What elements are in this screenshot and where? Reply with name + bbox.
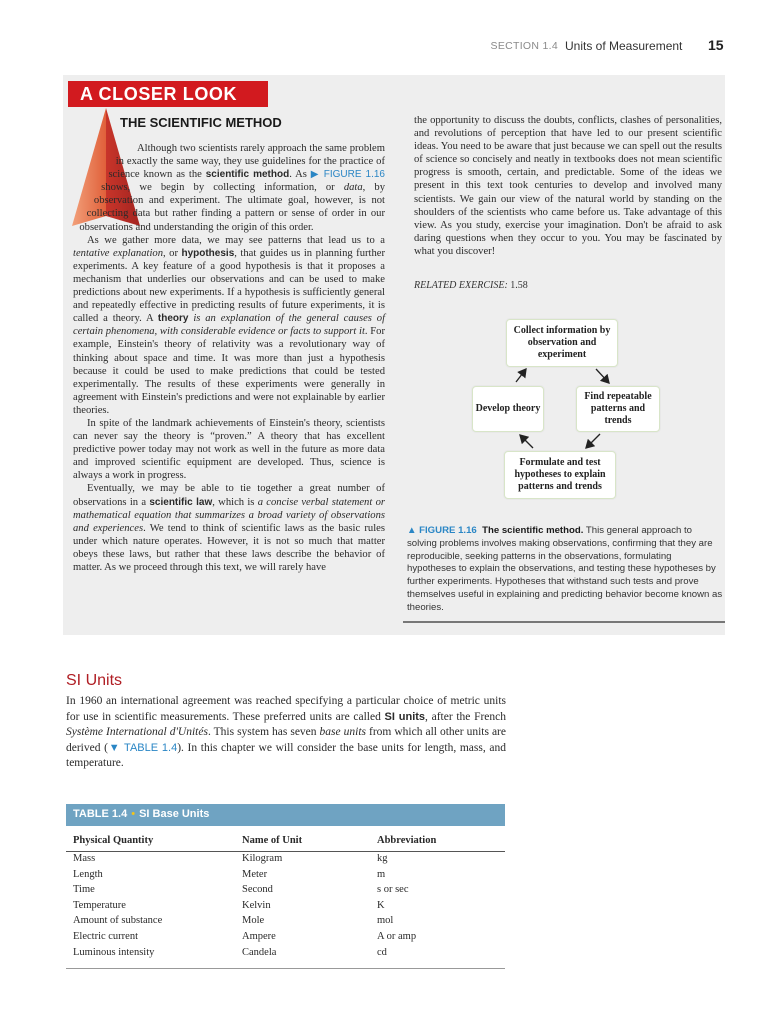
figure-ref-link[interactable]: ▶ FIGURE 1.16 (310, 169, 385, 181)
paragraph-2: As we gather more data, we may see patterns that lead us to a tentative explanation, or hypothesis, that guides us in planning further experiments. A key feature of a good hypothesis is that it proposes a mechanism that underlies our observations and can be used to make predictions about new experiments. If a hypothesis is sufficiently general and repeatedly effective in predicting results of future experiments, it is called a theory. A theory is an explanation of the general causes of certain phenomena, with considerable evidence or facts to support it. For example, Einstein's theory of relativity was a revolutionary way of thinking about space and time. It was more than just a hypothesis because it could be used to make predictions that could be tested experimentally. The results of these experiments were generally in agreement with Einstein's predictions and were not explainable by earlier theories. (73, 234, 386, 416)
related-exercise: RELATED EXERCISE: 1.58 (414, 280, 528, 291)
si-units-paragraph: In 1960 an international agreement was reached specifying a particular choice of metric units for use in scientific measurements. These preferred units are called SI units, after the French Système International d'Unités. This system has seven base units from which all other units are derived (▼ TABLE 1.4). In this chapter we will consider the base units for length, mass, and temperature. (66, 695, 507, 769)
arrow-left-to-top (516, 369, 526, 382)
diagram-node-patterns: Find repeatable patterns and trends (576, 386, 660, 432)
column-header: Abbreviation (377, 835, 437, 846)
table-row: Temperature Kelvin K (73, 899, 385, 911)
term-si-units: SI units (384, 710, 426, 723)
table-row: Time Second s or sec (73, 884, 409, 896)
table-row: Amount of substance Mole mol (73, 915, 394, 927)
paragraph-4: Eventually, we may be able to tie together a great number of observations in a scientific law, which is a concise verbal statement or mathematical equation that summarizes a broad variety of observations and experiences. We tend to think of scientific laws as the basic rules under which nature operates. However, it is not so much that matter obeys these laws, but rather that these laws describe the behavior of matter. As we proceed through this text, we will rarely have (73, 483, 386, 573)
paragraph-3: In spite of the landmark achievements of Einstein's theory, scientists can never say the theory is “proven.” A theory that has excellent predictive power today may not work as well in the future as more data and improved scientific equipment are developed. Thus, science is always a work in progress. (73, 417, 385, 482)
related-exercise-number[interactable]: 1.58 (510, 280, 528, 291)
column-header: Name of Unit (242, 835, 303, 846)
table-title: TABLE 1.4 • SI Base Units (73, 808, 210, 820)
diagram-node-hypotheses: Formulate and test hypotheses to explain patterns and trends (504, 451, 616, 499)
term-scientific-law: scientific law (149, 496, 213, 508)
banner-title: A CLOSER LOOK (80, 84, 238, 104)
figure-title: The scientific method. (482, 525, 584, 536)
section-title: Units of Measurement (565, 39, 683, 53)
figure-caption: ▲ FIGURE 1.16 The scientific method. This general approach to solving problems involves making observations, confirming that they are reproducible, seeking patterns in the observations, formulating hypotheses to explain the observations, and testing these hypotheses by further experiments. Hypotheses that withstand such tests and prove themselves useful in explaining and predicting behavior become known as theories. (407, 525, 723, 613)
arrow-right-to-bottom (586, 434, 600, 448)
term-hypothesis: hypothesis (181, 247, 235, 259)
column-header: Physical Quantity (73, 835, 154, 846)
page-number: 15 (708, 37, 724, 53)
table-header-row (66, 826, 505, 852)
si-units-heading: SI Units (66, 672, 123, 689)
table-ref-link[interactable]: ▼ TABLE 1.4 (107, 741, 178, 754)
table-bottom-rule (66, 968, 505, 969)
box-subtitle: THE SCIENTIFIC METHOD (120, 115, 282, 130)
table-row: Luminous intensity Candela cd (73, 946, 387, 958)
si-base-units-table (66, 826, 505, 961)
paragraph-1: Although two scientists rarely approach the same problem in exactly the same way, they use guidelines for the practice of science known as the scientific method. As ▶ FIGURE 1.16 shows, we begin by collecting information, or data, by observation and experiment. The ultimate goal, however, is not collecting data but rather finding a pattern or sense of order in our observations and understanding the origin of this order. (79, 143, 386, 233)
table-title-bar (66, 804, 505, 826)
arrow-bottom-to-left (520, 435, 533, 448)
section-label: SECTION 1.4 (490, 40, 558, 52)
table-row: Mass Kilogram kg (73, 853, 388, 864)
table-row: Electric current Ampere A or amp (73, 930, 417, 942)
diagram-node-theory: Develop theory (472, 386, 544, 432)
right-column-text: the opportunity to discuss the doubts, conflicts, clashes of personalities, and revolutions of perception that have led to our present scientific ideas. You need to be aware that just because we can spell out the results of science so concisely and neatly in textbooks does not mean scientific progress is smooth, certain, and predictable. Some of the ideas we present in this text took centuries to develop and involved many scientists. We gain our view of the natural world by standing on the shoulders of the scientists who came before us. Take advantage of this view. As you study, exercise your imagination. Don't be afraid to ask daring questions when they occur to you. You may be fascinated by what you discover! (414, 115, 722, 257)
term-theory: theory (157, 313, 189, 325)
figure-label: ▲ FIGURE 1.16 (407, 525, 477, 536)
arrow-top-to-right (596, 369, 609, 383)
term-scientific-method: scientific method (205, 169, 290, 181)
table-row: Length Meter m (73, 868, 386, 880)
diagram-node-collect: Collect information by observation and experiment (506, 319, 618, 367)
